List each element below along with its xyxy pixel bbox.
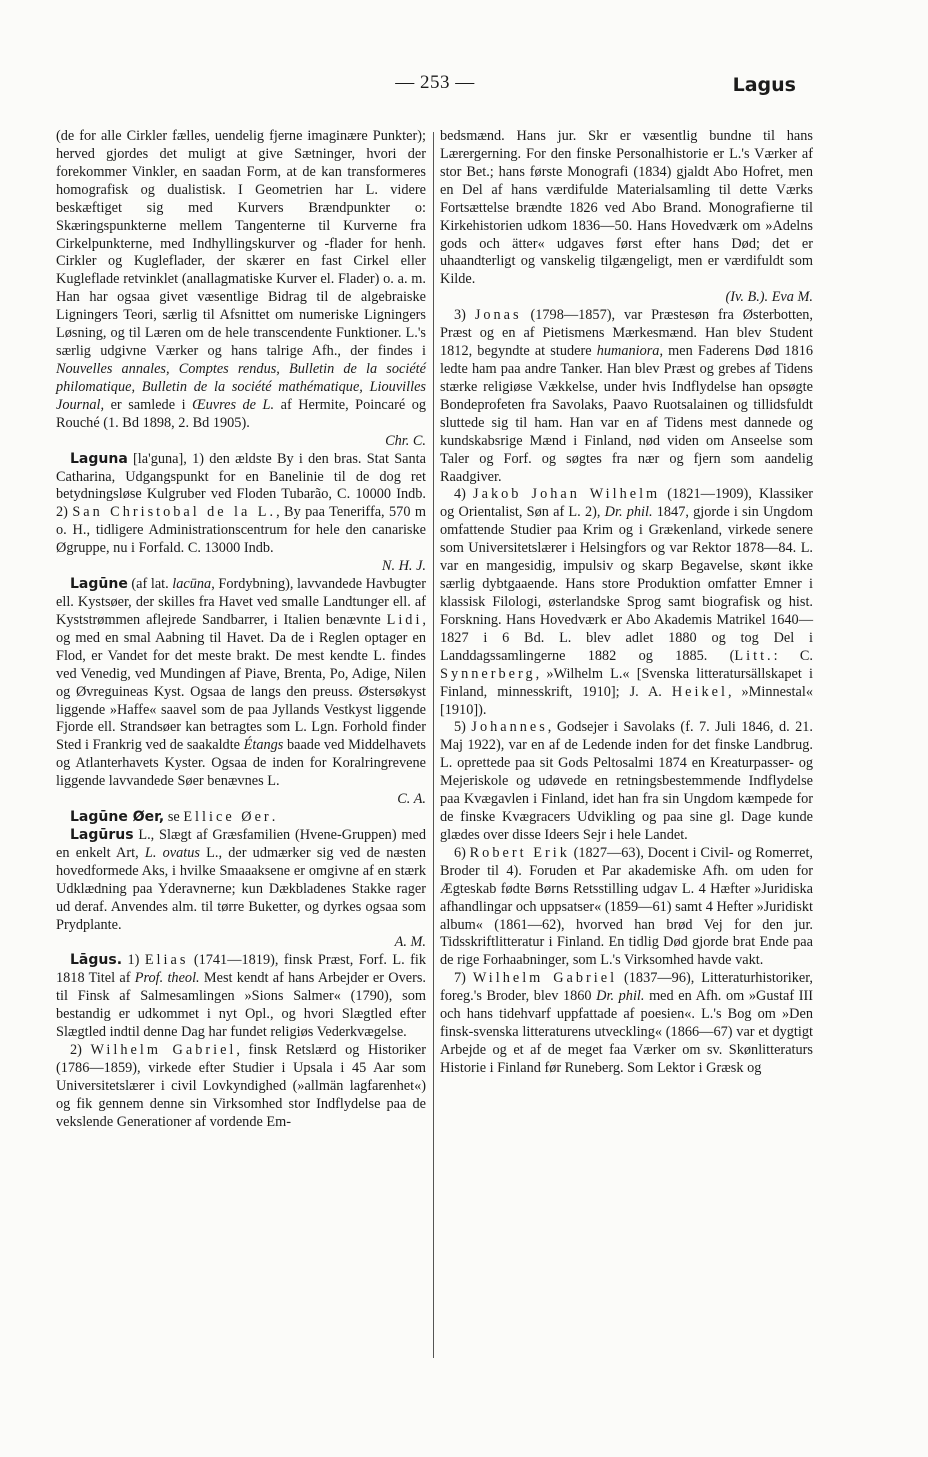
column-divider bbox=[433, 132, 434, 1358]
running-head: Lagus bbox=[732, 74, 796, 96]
headword: Laguna bbox=[70, 450, 128, 467]
page-number: — 253 — bbox=[395, 72, 475, 93]
headword: Lagūne Øer, bbox=[70, 809, 165, 826]
entry-lagus-5: 5) Johannes, Godsejer i Savolaks (f. 7. Juli 1846, d. 21. Maj 1922), var en af de Ledende inden for det finske Landbrug. L. oprettede paa sit Gods Peltosalmi 1874 en Kreaturpasser- og Mejeriskole og udøvede en retningsbestemmende Indflydelse paa Kvægavlen i Finland, idet han fra sin Ungdom kæmpede for de finske Kvægracers Udvikling og paa sine gl. Dage kunde glædes over disse Ideers Sejr i hele Landet. bbox=[440, 719, 813, 843]
headword: Lagūrus bbox=[70, 826, 134, 843]
right-column bbox=[440, 128, 813, 1078]
signature: N. H. J. bbox=[381, 558, 426, 575]
signature: C. A. bbox=[397, 791, 426, 808]
entry-lagus: Lāgus. 1) Elias (1741—1819), finsk Præst, Forf. L. fik 1818 Titel af Prof. theol. Mest kendt af hans Arbejder er Overs. til Finsk af Salmesamlingen »Sions Salmer« (1790), som bestandig er udkommet i nyt Opl., og hvori Slægtled efter Slægtled indtil denne Dag har fundet religiøs Vederkvægelse. bbox=[56, 952, 426, 1041]
signature: Chr. C. bbox=[385, 432, 426, 449]
entry-lagus-7: 7) Wilhelm Gabriel (1837—96), Litteraturhistoriker, foreg.'s Broder, blev 1860 Dr. phil. med en Afh. om »Gustaf III och hans tidehvarf uppfattade af poesien«. L.'s Bog om »Den finsk-svenska litteraturens utveckling« (1866—67) var et dygtigt Arbejde og et af de meget faa Værker om sv. Skønlitteraturs Historie i Finland før Runeberg. Som Lektor i Græsk og bbox=[440, 970, 813, 1076]
entry-lagune: Lagūne (af lat. lacūna, Fordybning), lavvandede Havbugter ell. Kystsøer, der skilles fra Havet ved smalle Landtunger ell. af Kyststrømmen aflejrede Sandbarrer, i Italien benævnte Lidi, og med en smal Aabning til Havet. Da de i Reglen optager en Flod, er Vandet for det meste brakt. De mest kendte L. findes ved Venedig, ved Mundingen af Piave, Brenta, Po, Adige, Nilen og Øvreguineas Kyst. Ogsaa de langs den preuss. Østersøkyst liggende »Haffe« saavel som de paa Jyllands Vestkyst liggende Fjorde ell. Strandsøer kan betragtes som L. Lgn. Forhold finder Sted i Frankrig ved de saakaldte Étangs baade ved Middelhavets og Atlanterhavets Kyster. Ogsaa de inden for Koralringrevene liggende lavvandede Søer benævnes L. C. A. bbox=[56, 576, 427, 808]
entry-lagus-4: 4) Jakob Johan Wilhelm (1821—1909), Klassiker og Orientalist, Søn af L. 2), Dr. phil. 1847, gjorde i sin Ungdom omfattende Studier paa Krim og i Grækenland, virkede senere som Universitetslærer i Helsingfors og var Rektor 1878—84. L. var en mangesidig, impulsiv og skarp Begavelse, skønt ikke særlig dybtgaaende. Hans store Produktion omfatter Emner i klassisk Filologi, østerlandske Sprog samt biografisk og hist. Forskning. Hans Hovedværk er Abo Akademis Matrikel 1640—1827 i 6 Bd. L. blev adlet 1880 og tog Del i Landdagssamlingerne 1882 og 1885. (Litt.: C. Synnerberg, »Wilhelm L.« [Svenska litteratursällskapet i Finland, minnesskrift, 1910]; J. A. Heikel, »Minnestal« [1910]). bbox=[440, 486, 813, 718]
paragraph-lalanne-continuation: (de for alle Cirkler fælles, uendelig fjerne imaginære Punkter); herved gjordes det muligt at give Sætninger, hvori der forekommer Vinkler, en saadan Form, at de kan transformeres homografisk og dualistisk. I Geometrien har L. videre beskæftiget sig med Kurvers Brændpunkter o: Skæringspunkterne mellem Tangenterne til Kurverne fra Cirkelpunkterne, med Indhyllingskurver og -flader for henh. Cirkler og Kugleflader, der skærer en fast Cirkel eller Kugleflade retvinklet (anallagmatiske Kurver el. Flader) o. a. m. Han har ogsaa givet væsentlige Bidrag til de algebraiske Ligningers Teori, særlig til Afsnittet om numeriske Ligningers Løsning, og til Læren om de hele transcendente Funktioner. L.'s særlig udgivne Værker og hans talrige Afh., der findes i Nouvelles annales, Comptes rendus, Bulletin de la société philomatique, Bulletin de la société mathématique, Liouvilles Journal, er samlede i Œuvres de L. af Hermite, Poincaré og Rouché (1. Bd 1898, 2. Bd 1905). Chr. C. bbox=[56, 128, 427, 449]
headword: Lāgus. bbox=[70, 952, 123, 969]
entry-laguna: Laguna [la'guna], 1) den ældste By i den bras. Stat Santa Catharina, Udgangspunkt for en Banelinie til de dog ret betydningsløse Kulgruber ved Floden Tubarão, C. 10000 Indb. 2) San Christobal de la L., By paa Teneriffa, 570 m o. H., tidligere Administrationscentrum for hele den canariske Øgruppe, nu i Forfald. C. 13000 Indb. N. H. J. bbox=[56, 450, 426, 575]
entry-lagus-2: 2) Wilhelm Gabriel, finsk Retslærd og Historiker (1786—1859), virkede efter Studier i Upsala i 45 Aar som Universitetslærer i civil Lovkyndighed (»allmän lagfarenhet«) og fik gennem denne sin Virksomhed stor Indflydelse paa de vekslende Generationer af vordende Em- bbox=[56, 1042, 426, 1130]
entry-lagus-2-continuation: bedsmænd. Hans jur. Skr er væsentlig bundne til hans Lærergerning. For den finske Personalhistorie er L.'s Værker af stor Bet.; hans første Monografi (1834) gjaldt Abo Hofret, men en Del af hans værdifulde Materialsamling til dette Værks Fortsættelse brændte 1826 ved Abo Brand. Monografierne til Kirkehistorien udkom 1836—50. Hans Hovedværk om »Adelns gods och ätter« udgaves først efter hans Død; det er uhaandterligt og vanskelig tilgængeligt, men er værdifuldt som Kilde. (Iv. B.). Eva M. bbox=[440, 128, 813, 306]
signature: (Iv. B.). Eva M. bbox=[725, 289, 813, 306]
entry-lagus-3: 3) Jonas (1798—1857), var Præstesøn fra Østerbotten, Præst og en af Pietismens Mærkesmænd. Han blev Student 1812, begyndte at studere humaniora, men Faderens Død 1816 ledte ham paa andre Tanker. Han blev Præst og grebes af Tidens stærke religiøse Vækkelse, under hvis Indflydelse han opsøgte Bondeprofeten fra Savolaks, Paavo Ruotsalainen og tillidsfuldt sluttede sig til ham. Han var en af Tidens mest dannede og kundskabsrige Mænd i Finland, nød viden om Anseelse som Taler og Forf. og søgtes fra nær og fjern som aandelig Raadgiver. bbox=[440, 307, 814, 485]
headword: Lagūne bbox=[70, 576, 128, 593]
entry-lagurus: Lagūrus L., Slægt af Græsfamilien (Hvene-Gruppen) med en enkelt Art, L. ovatus L., der udmærker sig ved de næsten hovedformede Aks, i hvilke Smaaaksene er omgivne af en stærk Udklædning paa Yderavnerne; kun Dækbladenes Stakke rager ud deraf. Anvendes alm. til tørre Buketter, og dyrkes ogsaa som Prydplante. A. M. bbox=[56, 826, 426, 951]
left-column bbox=[56, 128, 426, 1132]
signature: A. M. bbox=[394, 934, 426, 951]
entry-lagune-oer: Lagūne Øer, se Ellice Øer. bbox=[70, 809, 276, 826]
entry-lagus-6: 6) Robert Erik (1827—63), Docent i Civil- og Romerret, Broder til 4). Foruden et Par akademiske Afh. om uden for Ægteskab fødte Børns Retsstilling udgav L. 4 Hæfter »Juridiska afhandlingar och uppsatser« (1859—61) samt 4 Hefter »Juridiskt album« (1861—62), hvorved han brød Vej for den jur. Tidsskriftlitteratur i Finland. En tidlig Død gjorde brat Ende paa de rige Forhaabninger, som L.'s Virksomhed havde vakt. bbox=[440, 844, 813, 969]
